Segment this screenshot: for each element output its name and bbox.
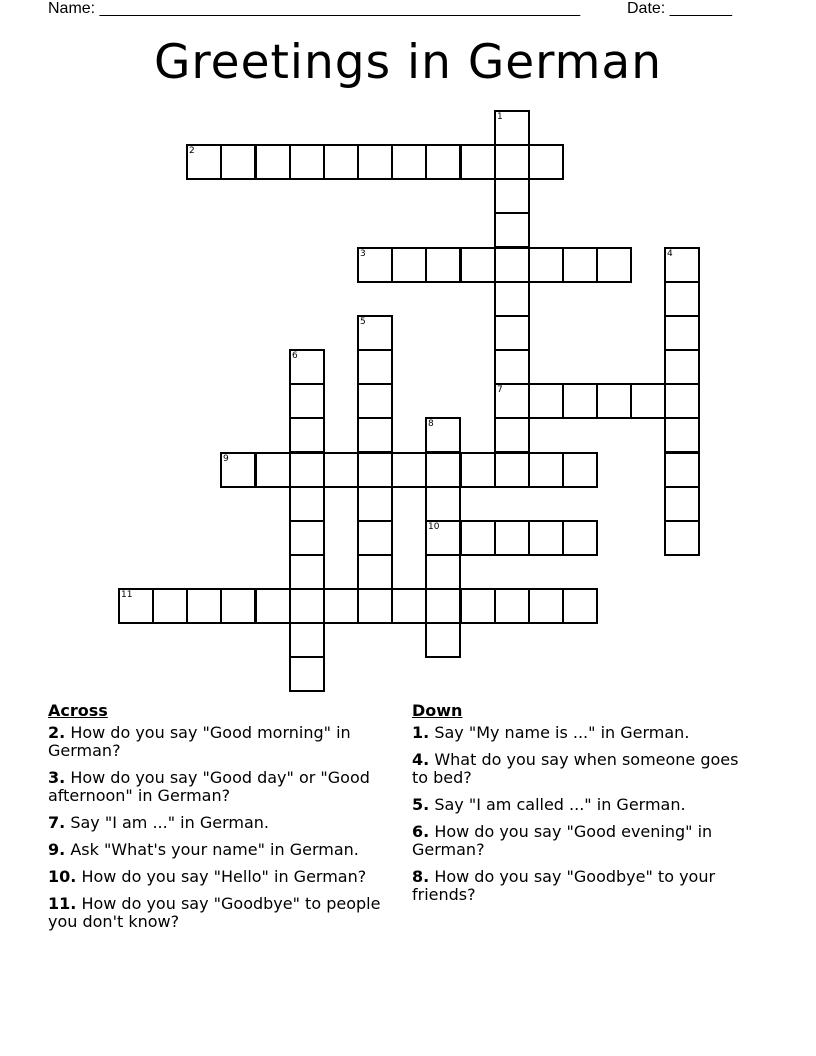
across-heading: Across <box>48 701 108 720</box>
grid-cell[interactable] <box>528 520 564 556</box>
grid-cell[interactable] <box>630 383 666 419</box>
grid-cell[interactable] <box>494 144 530 180</box>
clue-text: How do you say "Good evening" in German? <box>412 822 713 859</box>
grid-cell[interactable] <box>425 588 461 624</box>
grid-cell[interactable] <box>220 588 256 624</box>
grid-cell[interactable] <box>289 656 325 692</box>
clue-number: 7. <box>48 813 66 832</box>
down-clue <box>412 751 757 787</box>
grid-cell[interactable] <box>357 383 393 419</box>
clue-text: How do you say "Goodbye" to people you don't know? <box>48 894 381 931</box>
grid-cell[interactable] <box>289 383 325 419</box>
name-field-label: Name: ______________________________________________________ <box>48 0 581 17</box>
clue-number: 2. <box>48 723 66 742</box>
grid-cell[interactable] <box>186 144 222 180</box>
grid-cell[interactable] <box>425 520 461 556</box>
grid-cell[interactable] <box>357 247 393 283</box>
across-clue <box>48 724 393 760</box>
grid-cell[interactable] <box>357 554 393 590</box>
grid-cell[interactable] <box>562 247 598 283</box>
cell-number: 3 <box>360 249 366 259</box>
down-clue <box>412 823 757 859</box>
cell-number: 9 <box>223 454 229 464</box>
grid-cell[interactable] <box>357 520 393 556</box>
cell-number: 8 <box>428 419 434 429</box>
cell-number: 4 <box>667 249 673 259</box>
grid-cell[interactable] <box>357 452 393 488</box>
clue-text: Say "I am ..." in German. <box>70 813 269 832</box>
grid-cell[interactable] <box>255 452 291 488</box>
grid-cell[interactable] <box>494 588 530 624</box>
grid-cell[interactable] <box>425 247 461 283</box>
grid-cell[interactable] <box>357 588 393 624</box>
grid-cell[interactable] <box>528 247 564 283</box>
grid-cell[interactable] <box>494 178 530 214</box>
grid-cell[interactable] <box>289 486 325 522</box>
grid-cell[interactable] <box>460 452 496 488</box>
grid-cell[interactable] <box>289 554 325 590</box>
grid-cell[interactable] <box>494 383 530 419</box>
grid-cell[interactable] <box>664 383 700 419</box>
cell-number: 1 <box>497 112 503 122</box>
grid-cell[interactable] <box>596 247 632 283</box>
clue-number: 1. <box>412 723 430 742</box>
grid-cell[interactable] <box>664 486 700 522</box>
grid-cell[interactable] <box>255 144 291 180</box>
grid-cell[interactable] <box>664 417 700 453</box>
grid-cell[interactable] <box>494 452 530 488</box>
grid-cell[interactable] <box>528 144 564 180</box>
grid-cell[interactable] <box>494 110 530 146</box>
across-clue <box>48 868 393 886</box>
clue-number: 6. <box>412 822 430 841</box>
grid-cell[interactable] <box>494 281 530 317</box>
grid-cell[interactable] <box>528 452 564 488</box>
grid-cell[interactable] <box>460 588 496 624</box>
clue-text: Say "I am called ..." in German. <box>434 795 686 814</box>
grid-cell[interactable] <box>425 144 461 180</box>
grid-cell[interactable] <box>460 247 496 283</box>
cell-number: 11 <box>121 590 133 600</box>
clue-text: How do you say "Good morning" in German? <box>48 723 351 760</box>
grid-cell[interactable] <box>425 452 461 488</box>
grid-cell[interactable] <box>152 588 188 624</box>
grid-cell[interactable] <box>220 452 256 488</box>
grid-cell[interactable] <box>357 315 393 351</box>
grid-cell[interactable] <box>425 622 461 658</box>
grid-cell[interactable] <box>562 383 598 419</box>
grid-cell[interactable] <box>494 520 530 556</box>
clue-number: 5. <box>412 795 430 814</box>
page-title: Greetings in German <box>153 35 663 90</box>
grid-cell[interactable] <box>323 452 359 488</box>
grid-cell[interactable] <box>391 247 427 283</box>
grid-cell[interactable] <box>562 452 598 488</box>
grid-cell[interactable] <box>494 212 530 248</box>
grid-cell[interactable] <box>220 144 256 180</box>
grid-cell[interactable] <box>357 417 393 453</box>
grid-cell[interactable] <box>118 588 154 624</box>
grid-cell[interactable] <box>289 144 325 180</box>
down-heading: Down <box>412 701 463 720</box>
grid-cell[interactable] <box>494 247 530 283</box>
cell-number: 5 <box>360 317 366 327</box>
grid-cell[interactable] <box>289 417 325 453</box>
grid-cell[interactable] <box>289 588 325 624</box>
across-clue <box>48 814 393 832</box>
clue-text: Say "My name is ..." in German. <box>434 723 690 742</box>
grid-cell[interactable] <box>562 520 598 556</box>
grid-cell[interactable] <box>664 247 700 283</box>
down-clue <box>412 868 757 904</box>
grid-cell[interactable] <box>391 452 427 488</box>
grid-cell[interactable] <box>460 144 496 180</box>
down-clue <box>412 724 757 742</box>
cell-number: 7 <box>497 385 503 395</box>
clue-number: 4. <box>412 750 430 769</box>
cell-number: 2 <box>189 146 195 156</box>
grid-cell[interactable] <box>425 417 461 453</box>
grid-cell[interactable] <box>357 486 393 522</box>
grid-cell[interactable] <box>357 349 393 385</box>
across-clue <box>48 895 393 931</box>
grid-cell[interactable] <box>323 588 359 624</box>
grid-cell[interactable] <box>494 315 530 351</box>
grid-cell[interactable] <box>391 588 427 624</box>
clue-text: What do you say when someone goes to bed? <box>412 750 739 787</box>
grid-cell[interactable] <box>255 588 291 624</box>
grid-cell[interactable] <box>664 520 700 556</box>
grid-cell[interactable] <box>289 520 325 556</box>
clue-number: 3. <box>48 768 66 787</box>
down-clue <box>412 796 757 814</box>
grid-cell[interactable] <box>357 144 393 180</box>
grid-cell[interactable] <box>460 520 496 556</box>
down-clues <box>412 702 757 913</box>
grid-cell[interactable] <box>289 349 325 385</box>
grid-cell[interactable] <box>494 417 530 453</box>
grid-cell[interactable] <box>289 452 325 488</box>
clue-text: How do you say "Goodbye" to your friends? <box>412 867 716 904</box>
date-field-label: Date: _______ <box>627 0 732 17</box>
grid-cell[interactable] <box>664 315 700 351</box>
grid-cell[interactable] <box>323 144 359 180</box>
cell-number: 6 <box>292 351 298 361</box>
grid-cell[interactable] <box>664 349 700 385</box>
across-clues <box>48 702 393 940</box>
grid-cell[interactable] <box>664 281 700 317</box>
clue-number: 9. <box>48 840 66 859</box>
grid-cell[interactable] <box>425 486 461 522</box>
grid-cell[interactable] <box>494 349 530 385</box>
clue-number: 8. <box>412 867 430 886</box>
clue-text: How do you say "Good day" or "Good afternoon" in German? <box>48 768 370 805</box>
grid-cell[interactable] <box>562 588 598 624</box>
clue-text: How do you say "Hello" in German? <box>81 867 367 886</box>
clue-number: 11. <box>48 894 77 913</box>
clue-number: 10. <box>48 867 77 886</box>
grid-cell[interactable] <box>664 452 700 488</box>
across-clue <box>48 841 393 859</box>
cell-number: 10 <box>428 522 440 532</box>
grid-cell[interactable] <box>425 554 461 590</box>
grid-cell[interactable] <box>391 144 427 180</box>
grid-cell[interactable] <box>528 588 564 624</box>
grid-cell[interactable] <box>528 383 564 419</box>
clue-text: Ask "What's your name" in German. <box>70 840 359 859</box>
across-clue <box>48 769 393 805</box>
grid-cell[interactable] <box>289 622 325 658</box>
grid-cell[interactable] <box>186 588 222 624</box>
grid-cell[interactable] <box>596 383 632 419</box>
